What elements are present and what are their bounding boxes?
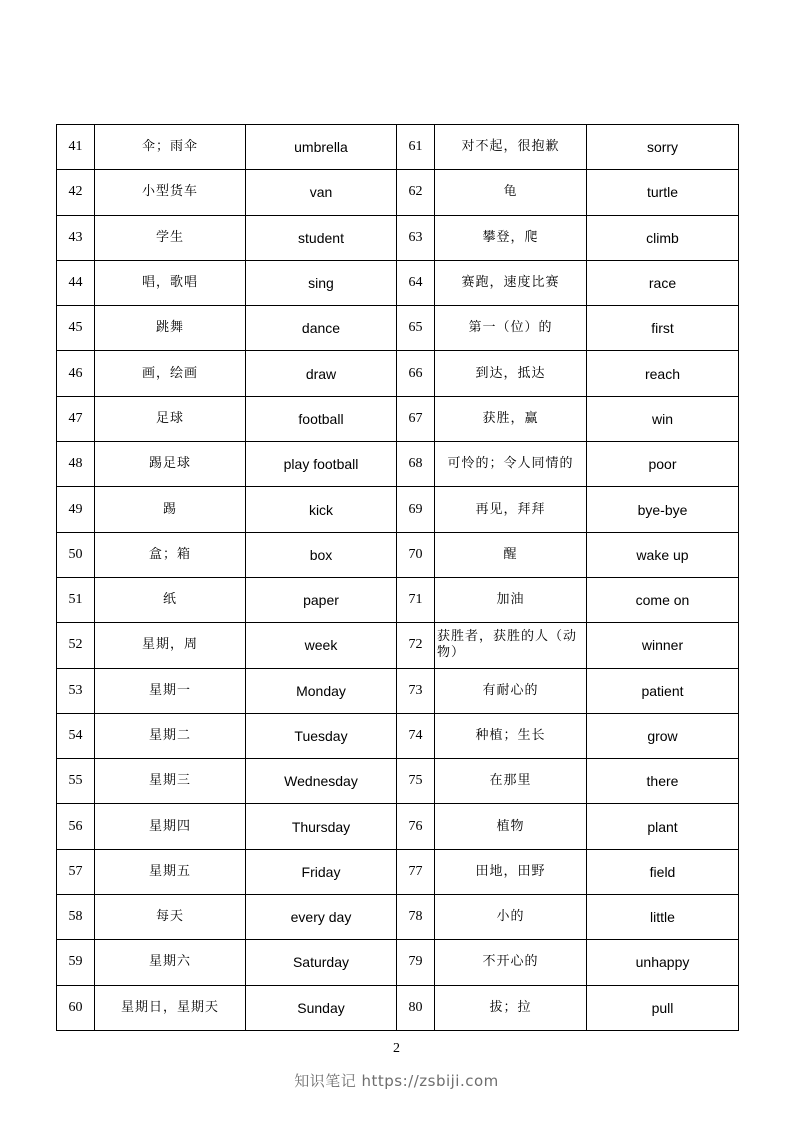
entry-number: 78: [397, 895, 435, 940]
entry-number: 76: [397, 804, 435, 849]
entry-number: 41: [57, 125, 95, 170]
chinese-meaning: 星期四: [95, 804, 246, 849]
watermark-footer: 知识笔记 https://zsbiji.com: [294, 1072, 499, 1090]
chinese-meaning: 第一（位）的: [435, 306, 587, 351]
english-word: paper: [246, 577, 397, 622]
chinese-meaning: 可怜的；令人同情的: [435, 442, 587, 487]
table-row: [57, 487, 739, 532]
entry-number: 55: [57, 759, 95, 804]
chinese-meaning: 每天: [95, 895, 246, 940]
entry-number: 60: [57, 985, 95, 1030]
table-row: [57, 125, 739, 170]
english-word: dance: [246, 306, 397, 351]
entry-number: 58: [57, 895, 95, 940]
entry-number: 56: [57, 804, 95, 849]
vocabulary-table-body: [57, 125, 739, 1031]
entry-number: 66: [397, 351, 435, 396]
vocabulary-table: [56, 124, 739, 1031]
entry-number: 77: [397, 849, 435, 894]
english-word: bye-bye: [587, 487, 739, 532]
chinese-meaning: 到达，抵达: [435, 351, 587, 396]
entry-number: 71: [397, 577, 435, 622]
table-row: [57, 577, 739, 622]
entry-number: 46: [57, 351, 95, 396]
english-word: unhappy: [587, 940, 739, 985]
table-row: [57, 713, 739, 758]
chinese-meaning: 学生: [95, 215, 246, 260]
table-row: [57, 396, 739, 441]
english-word: week: [246, 623, 397, 668]
chinese-meaning: 田地，田野: [435, 849, 587, 894]
chinese-meaning: 有耐心的: [435, 668, 587, 713]
entry-number: 43: [57, 215, 95, 260]
entry-number: 72: [397, 623, 435, 668]
entry-number: 50: [57, 532, 95, 577]
english-word: turtle: [587, 170, 739, 215]
english-word: win: [587, 396, 739, 441]
english-word: box: [246, 532, 397, 577]
chinese-meaning: 踢: [95, 487, 246, 532]
entry-number: 80: [397, 985, 435, 1030]
chinese-meaning: 小型货车: [95, 170, 246, 215]
entry-number: 64: [397, 260, 435, 305]
chinese-meaning: 星期日，星期天: [95, 985, 246, 1030]
chinese-meaning: 星期一: [95, 668, 246, 713]
table-row: [57, 668, 739, 713]
entry-number: 75: [397, 759, 435, 804]
chinese-meaning: 纸: [95, 577, 246, 622]
chinese-meaning: 星期六: [95, 940, 246, 985]
chinese-meaning: 跳舞: [95, 306, 246, 351]
entry-number: 67: [397, 396, 435, 441]
english-word: come on: [587, 577, 739, 622]
table-row: [57, 985, 739, 1030]
english-word: there: [587, 759, 739, 804]
english-word: kick: [246, 487, 397, 532]
table-row: [57, 170, 739, 215]
chinese-meaning: 种植；生长: [435, 713, 587, 758]
english-word: wake up: [587, 532, 739, 577]
chinese-meaning: 不开心的: [435, 940, 587, 985]
table-row: [57, 940, 739, 985]
chinese-meaning: 星期二: [95, 713, 246, 758]
entry-number: 49: [57, 487, 95, 532]
english-word: umbrella: [246, 125, 397, 170]
english-word: Thursday: [246, 804, 397, 849]
table-row: [57, 306, 739, 351]
table-row: [57, 260, 739, 305]
entry-number: 70: [397, 532, 435, 577]
entry-number: 45: [57, 306, 95, 351]
chinese-meaning: 加油: [435, 577, 587, 622]
chinese-meaning: 足球: [95, 396, 246, 441]
english-word: climb: [587, 215, 739, 260]
chinese-meaning: 踢足球: [95, 442, 246, 487]
chinese-meaning: 星期五: [95, 849, 246, 894]
table-row: [57, 351, 739, 396]
entry-number: 69: [397, 487, 435, 532]
english-word: van: [246, 170, 397, 215]
english-word: every day: [246, 895, 397, 940]
chinese-meaning: 获胜者，获胜的人（动物）: [435, 623, 587, 668]
chinese-meaning: 星期三: [95, 759, 246, 804]
chinese-meaning: 盒；箱: [95, 532, 246, 577]
english-word: race: [587, 260, 739, 305]
english-word: Monday: [246, 668, 397, 713]
english-word: little: [587, 895, 739, 940]
english-word: poor: [587, 442, 739, 487]
english-word: Tuesday: [246, 713, 397, 758]
english-word: Friday: [246, 849, 397, 894]
entry-number: 65: [397, 306, 435, 351]
table-row: [57, 442, 739, 487]
page-number: 2: [393, 1041, 400, 1056]
chinese-meaning: 拔；拉: [435, 985, 587, 1030]
chinese-meaning: 伞；雨伞: [95, 125, 246, 170]
table-row: [57, 215, 739, 260]
chinese-meaning: 龟: [435, 170, 587, 215]
english-word: student: [246, 215, 397, 260]
chinese-meaning: 醒: [435, 532, 587, 577]
entry-number: 74: [397, 713, 435, 758]
english-word: sorry: [587, 125, 739, 170]
entry-number: 48: [57, 442, 95, 487]
entry-number: 68: [397, 442, 435, 487]
english-word: play football: [246, 442, 397, 487]
english-word: grow: [587, 713, 739, 758]
english-word: reach: [587, 351, 739, 396]
chinese-meaning: 攀登，爬: [435, 215, 587, 260]
entry-number: 42: [57, 170, 95, 215]
english-word: Saturday: [246, 940, 397, 985]
table-row: [57, 623, 739, 668]
chinese-meaning: 画，绘画: [95, 351, 246, 396]
chinese-meaning: 再见，拜拜: [435, 487, 587, 532]
chinese-meaning: 赛跑，速度比赛: [435, 260, 587, 305]
entry-number: 62: [397, 170, 435, 215]
english-word: sing: [246, 260, 397, 305]
english-word: Sunday: [246, 985, 397, 1030]
entry-number: 59: [57, 940, 95, 985]
table-row: [57, 895, 739, 940]
chinese-meaning: 星期，周: [95, 623, 246, 668]
english-word: football: [246, 396, 397, 441]
entry-number: 79: [397, 940, 435, 985]
entry-number: 63: [397, 215, 435, 260]
chinese-meaning: 获胜，赢: [435, 396, 587, 441]
entry-number: 47: [57, 396, 95, 441]
chinese-meaning: 唱，歌唱: [95, 260, 246, 305]
entry-number: 57: [57, 849, 95, 894]
entry-number: 73: [397, 668, 435, 713]
english-word: draw: [246, 351, 397, 396]
english-word: winner: [587, 623, 739, 668]
table-row: [57, 849, 739, 894]
table-row: [57, 532, 739, 577]
english-word: plant: [587, 804, 739, 849]
table-row: [57, 804, 739, 849]
entry-number: 61: [397, 125, 435, 170]
chinese-meaning: 在那里: [435, 759, 587, 804]
english-word: pull: [587, 985, 739, 1030]
english-word: patient: [587, 668, 739, 713]
entry-number: 52: [57, 623, 95, 668]
english-word: Wednesday: [246, 759, 397, 804]
entry-number: 51: [57, 577, 95, 622]
chinese-meaning: 植物: [435, 804, 587, 849]
entry-number: 53: [57, 668, 95, 713]
entry-number: 44: [57, 260, 95, 305]
english-word: field: [587, 849, 739, 894]
chinese-meaning: 对不起，很抱歉: [435, 125, 587, 170]
entry-number: 54: [57, 713, 95, 758]
chinese-meaning: 小的: [435, 895, 587, 940]
english-word: first: [587, 306, 739, 351]
table-row: [57, 759, 739, 804]
